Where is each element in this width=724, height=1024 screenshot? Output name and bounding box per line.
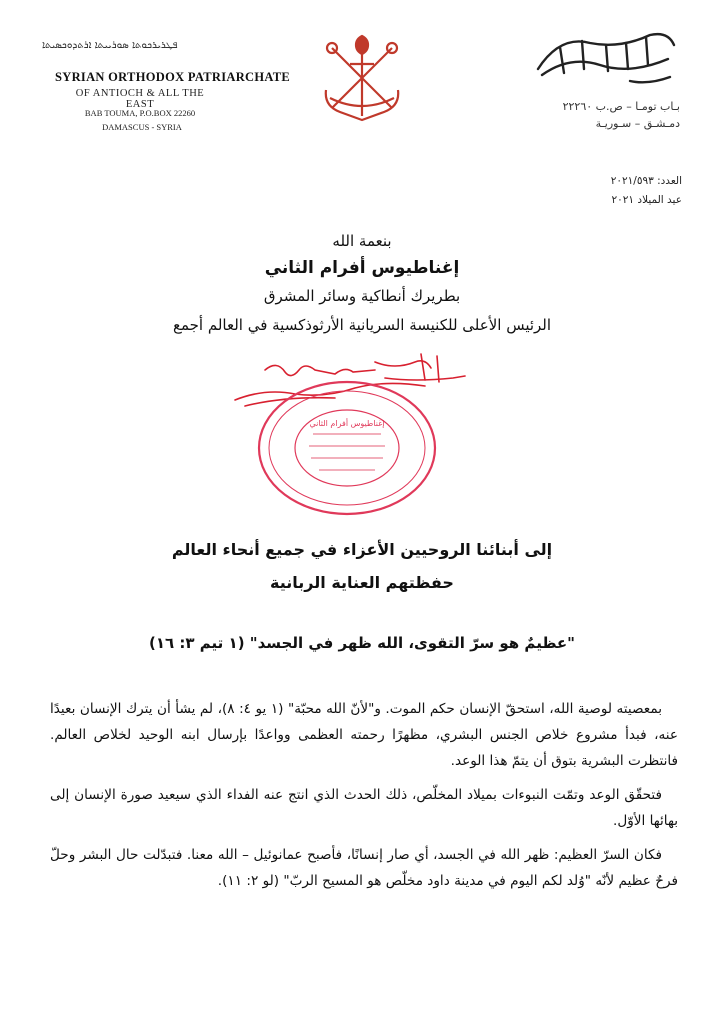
official-seal bbox=[255, 378, 440, 518]
body-paragraph-1: بمعصيته لوصية الله، استحقّ الإنسان حكم الموت. و"لأنّ الله محبّة" (١ يو ٤: ٨)، لم يشأ أن يترك الإنسان بعيدًا عنه، فبدأ مشروع خلاص الجنس البشري، مظهرًا رحمته العظمى وواعدًا بإرسال ابنه الوحيد لخلاص العالم. فانتظرت البشرية بتوق أن يتمّ هذا الوعد. bbox=[50, 701, 678, 769]
patriarch-head-title: الرئيس الأعلى للكنيسة السريانية الأرثوذكسية في العالم أجمع bbox=[172, 316, 552, 334]
reference-occasion: عيد الميلاد ٢٠٢١ bbox=[611, 194, 682, 206]
scripture-verse: "عظيمٌ هو سرّ التقوى، الله ظهر في الجسد" (١ تيم ٣: ١٦) bbox=[149, 634, 575, 652]
postal-address: BAB TOUMA, P.O.BOX 22260 bbox=[84, 108, 196, 118]
syriac-letterhead-text: ܦܛܪܝܪܟܘܬܐ ܣܘܪܝܝܬܐ ܐܪܬܕܘܟܣܝܬܐ bbox=[42, 40, 178, 51]
patriarch-name: إغناطيوس أفرام الثاني bbox=[264, 258, 460, 278]
patriarchal-emblem-icon bbox=[312, 28, 412, 128]
seal-inscription: إغناطيوس أفرام الثاني bbox=[309, 419, 385, 428]
by-grace-of-god: بنعمة الله bbox=[332, 232, 392, 250]
patriarch-title: بطريرك أنطاكية وسائر المشرق bbox=[263, 287, 461, 305]
patriarchate-subtitle: OF ANTIOCH & ALL THE EAST bbox=[75, 88, 205, 110]
body-paragraph-2: فتحقّق الوعد وتمّت النبوءات بميلاد المخلّص، ذلك الحدث الذي انتج عنه الفداء الذي سيعيد صورة الإنسان إلى بهائها الأوّل. bbox=[50, 787, 678, 829]
patriarchate-title: SYRIAN ORTHODOX PATRIARCHATE bbox=[55, 70, 291, 84]
addressee-line: إلى أبنائنا الروحيين الأعزاء في جميع أنحاء العالم bbox=[171, 540, 553, 559]
blessing-line: حفظتهم العناية الربانية bbox=[270, 573, 454, 592]
arabic-calligraphy-logo bbox=[530, 25, 680, 87]
arabic-postal-address: بـاب تومـا – ص.ب ٢٢٢٦٠ bbox=[562, 100, 680, 113]
arabic-city-country: دمـشـق – سـوريـة bbox=[595, 117, 680, 130]
letter-body bbox=[50, 696, 678, 902]
reference-number: العدد: ٢٠٢١/٥٩٣ bbox=[610, 175, 682, 187]
body-paragraph-3: فكان السرّ العظيم: ظهر الله في الجسد، أي صار إنسانًا، فأصبح عمانوئيل – الله معنا. فتبدّلت حال البشر وحلّ فرحٌ عظيم لأنّه "وُلد لكم اليوم في مدينة داود مخلّص هو المسيح الربّ" (لو ٢: ١١). bbox=[50, 847, 678, 889]
city-country: DAMASCUS - SYRIA bbox=[102, 122, 182, 132]
